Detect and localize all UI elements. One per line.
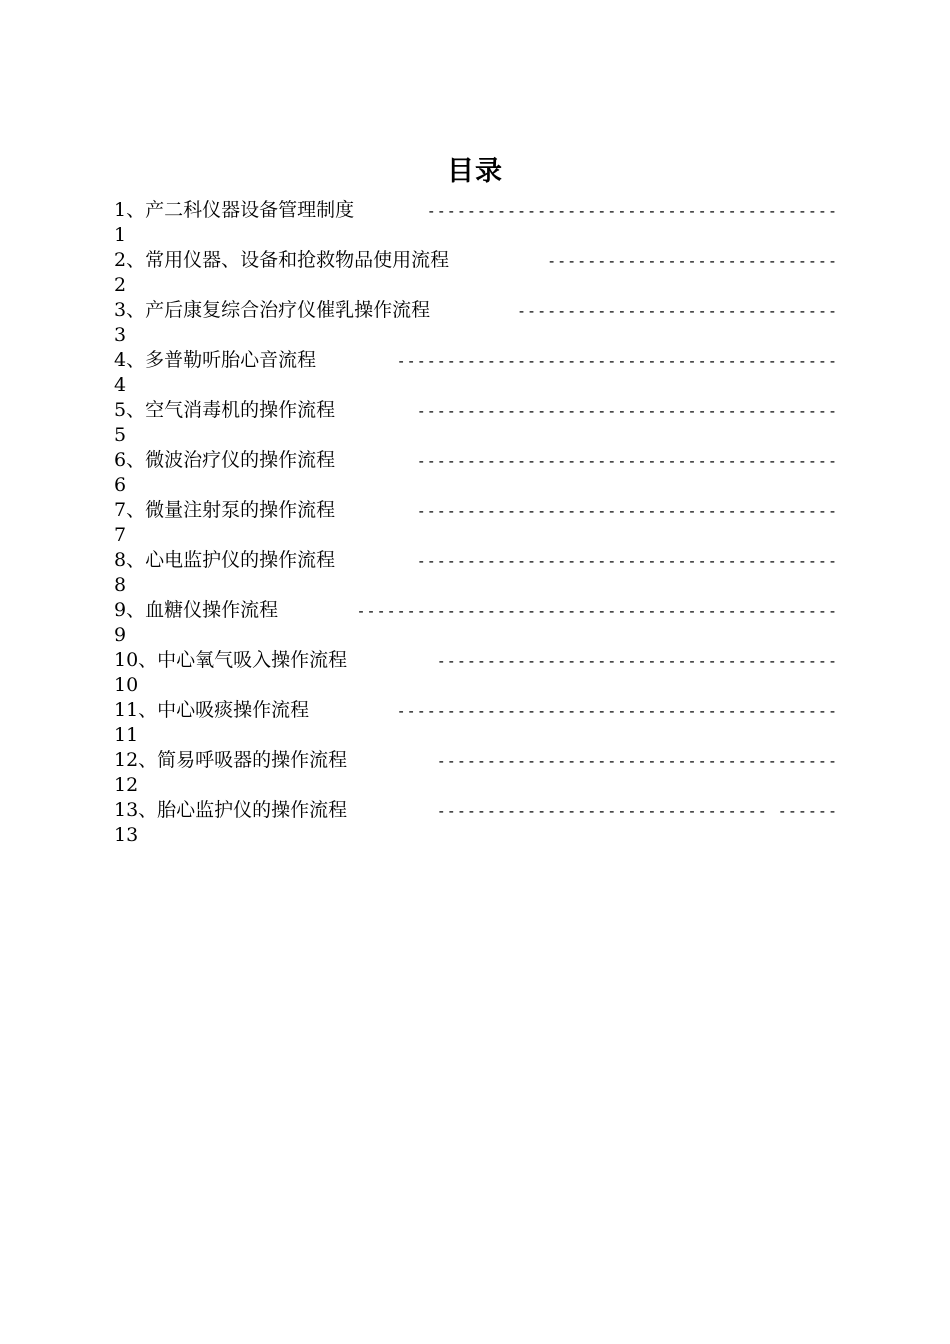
toc-page-number: 4 <box>114 374 127 396</box>
toc-entry-title: 8、心电监护仪的操作流程 <box>114 549 336 571</box>
toc-entry <box>114 248 838 298</box>
toc-entry-title: 1、产二科仪器设备管理制度 <box>114 199 355 221</box>
toc-entry-line <box>114 248 838 273</box>
toc-entry-title: 5、空气消毒机的操作流程 <box>114 399 336 421</box>
toc-page-number: 6 <box>114 474 127 496</box>
toc-entry <box>114 448 838 498</box>
toc-entry-line <box>114 648 838 673</box>
toc-entry-line <box>114 498 838 523</box>
toc-page-number: 3 <box>114 324 127 346</box>
toc-page-number: 9 <box>114 624 127 646</box>
toc-page-number: 11 <box>114 724 139 746</box>
toc-dot-leader: ------------------------------------------ <box>416 402 838 420</box>
toc-dot-leader: -------------------------------------------- <box>396 352 838 370</box>
toc-entry <box>114 798 838 848</box>
toc-page-number: 5 <box>114 424 127 446</box>
toc-entry-line <box>114 698 838 723</box>
toc-entry-line <box>114 598 838 623</box>
page-title: 目录 <box>447 156 503 187</box>
toc-entry <box>114 598 838 648</box>
toc-entry-title: 6、微波治疗仪的操作流程 <box>114 449 336 471</box>
toc-dot-leader: ---------------------------------------- <box>436 652 838 670</box>
toc-dot-leader: ----------------------------------------- <box>426 202 838 220</box>
toc-dot-leader: ------------------------------------------ <box>416 502 838 520</box>
toc-entry <box>114 298 838 348</box>
toc-entry-title: 7、微量注射泵的操作流程 <box>114 499 336 521</box>
toc-entry-title: 3、产后康复综合治疗仪催乳操作流程 <box>114 299 431 321</box>
toc-entry-title: 2、常用仪器、设备和抢救物品使用流程 <box>114 249 450 271</box>
toc-page-number: 8 <box>114 574 127 596</box>
toc-dot-leader: ------------------------------------------------ <box>356 602 838 620</box>
toc-dot-leader: -------------------------------------------- <box>396 702 838 720</box>
toc-entry <box>114 648 838 698</box>
toc-entry-title: 13、胎心监护仪的操作流程 <box>114 799 348 821</box>
toc-dot-leader: --------------------------------- ------ <box>436 802 838 820</box>
toc-dot-leader: ---------------------------------------- <box>436 752 838 770</box>
table-of-contents <box>114 198 838 848</box>
toc-entry-line <box>114 298 838 323</box>
toc-page-number: 1 <box>114 224 127 246</box>
toc-page-number: 13 <box>114 824 139 846</box>
toc-entry-title: 10、中心氧气吸入操作流程 <box>114 649 348 671</box>
toc-entry <box>114 748 838 798</box>
toc-page-number: 2 <box>114 274 127 296</box>
toc-entry-title: 4、多普勒听胎心音流程 <box>114 349 317 371</box>
toc-entry <box>114 398 838 448</box>
toc-entry-line <box>114 198 838 223</box>
toc-entry-line <box>114 348 838 373</box>
toc-entry <box>114 698 838 748</box>
toc-page-number: 10 <box>114 674 139 696</box>
toc-entry-line <box>114 548 838 573</box>
toc-entry <box>114 348 838 398</box>
toc-page-number: 12 <box>114 774 139 796</box>
toc-entry-line <box>114 798 838 823</box>
toc-entry-line <box>114 448 838 473</box>
toc-entry-line <box>114 748 838 773</box>
toc-entry-line <box>114 398 838 423</box>
toc-entry <box>114 498 838 548</box>
toc-entry-title: 12、简易呼吸器的操作流程 <box>114 749 348 771</box>
toc-dot-leader: -------------------------------- <box>517 302 838 320</box>
toc-page-number: 7 <box>114 524 127 546</box>
toc-dot-leader: ------------------------------------------ <box>416 552 838 570</box>
toc-entry <box>114 198 838 248</box>
toc-entry <box>114 548 838 598</box>
toc-dot-leader: ------------------------------------------ <box>416 452 838 470</box>
toc-entry-title: 11、中心吸痰操作流程 <box>114 699 310 721</box>
toc-entry-title: 9、血糖仪操作流程 <box>114 599 279 621</box>
toc-dot-leader: ----------------------------- <box>547 252 838 270</box>
